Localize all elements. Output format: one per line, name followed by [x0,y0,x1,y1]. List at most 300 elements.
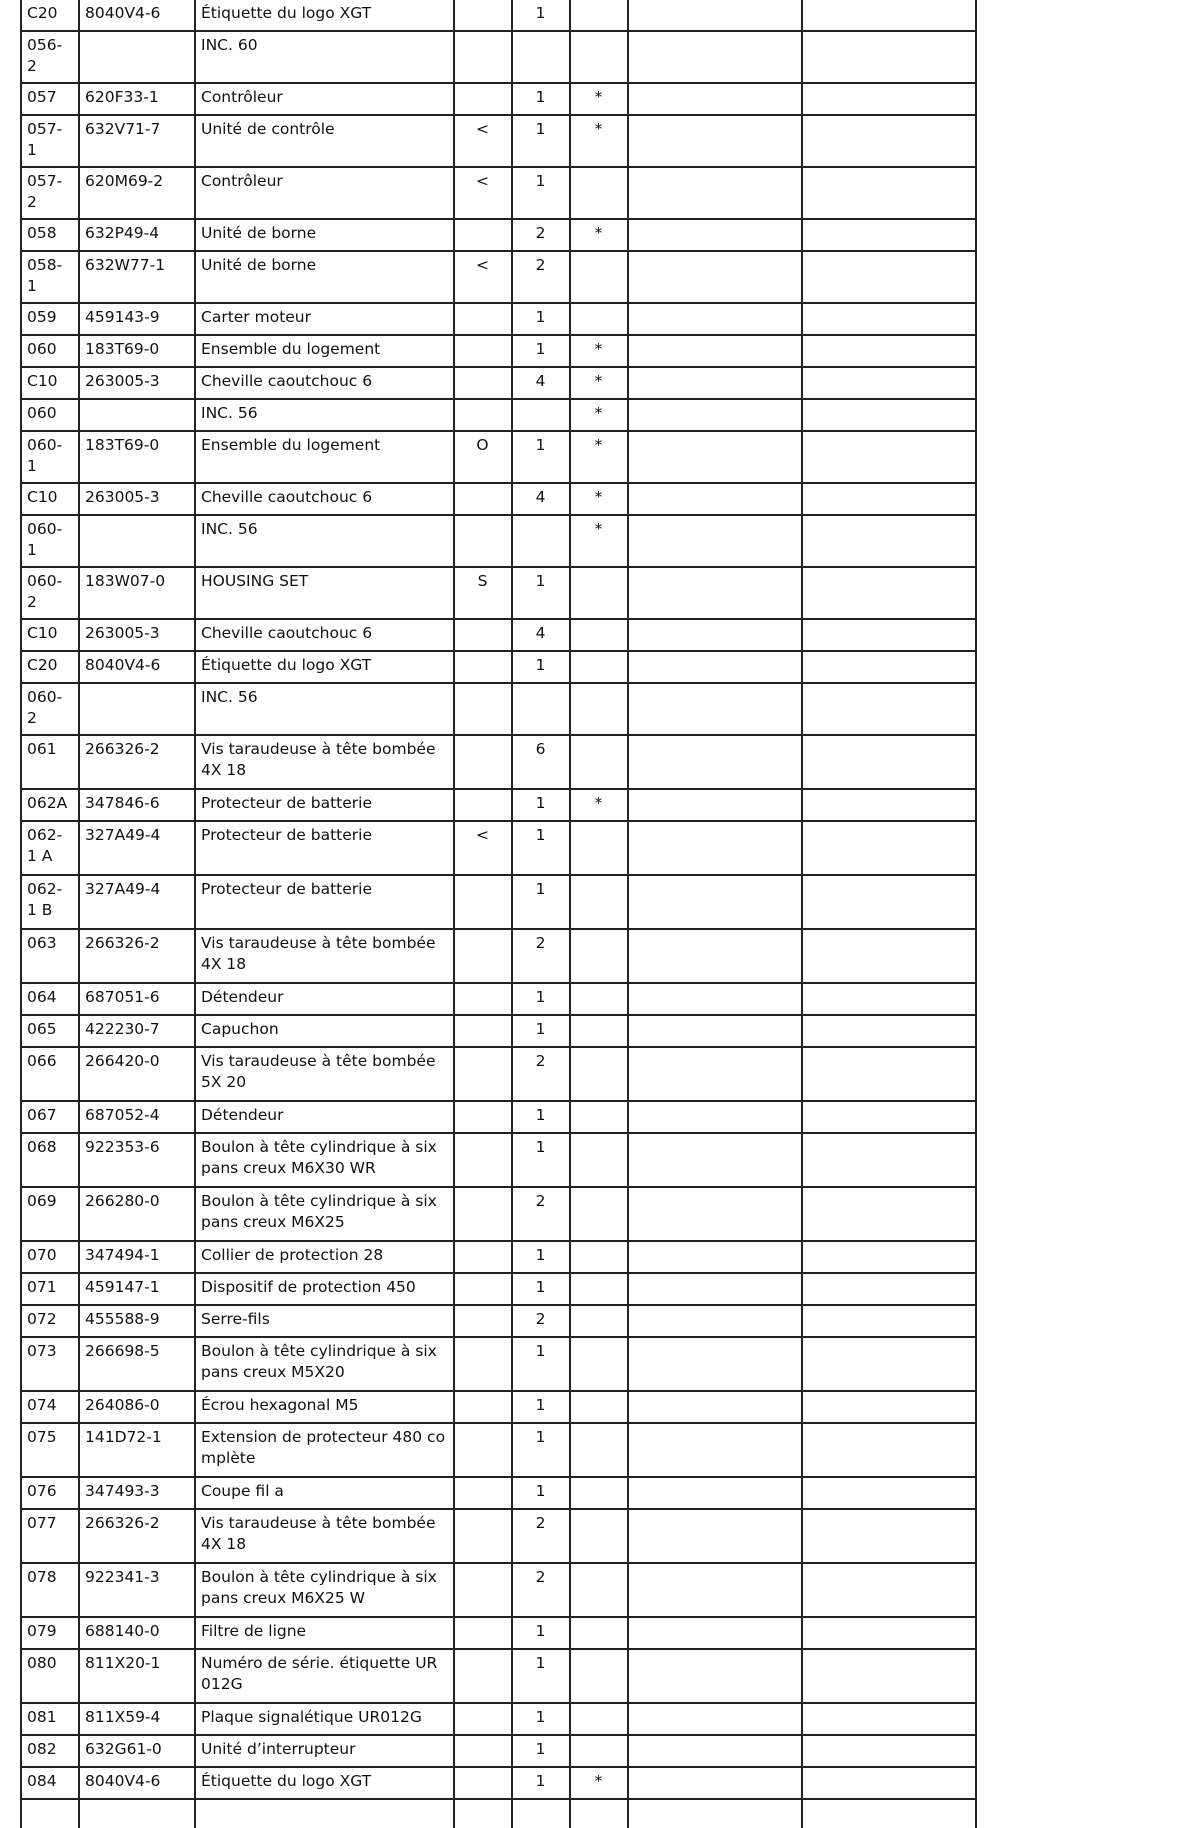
marking-cell: O [454,431,512,483]
part-number-cell: 183T69-0 [79,431,195,483]
quantity-cell: 1 [512,1015,570,1047]
part-number-cell: 141D72-1 [79,1423,195,1477]
table-row [21,1423,976,1477]
part-number-cell: 687052-4 [79,1101,195,1133]
quantity-cell: 1 [512,431,570,483]
description-cell: INC. 56 [195,399,454,431]
marking-cell [454,399,512,431]
description-cell: Dispositif de protection 450 [195,1273,454,1305]
marking-cell [454,929,512,983]
marking-cell [454,303,512,335]
item-number-cell: 060-1 [21,515,79,567]
table-row [21,83,976,115]
marking-cell [454,219,512,251]
empty-cell [628,1305,802,1337]
description-cell: Étiquette du logo XGT [195,651,454,683]
part-number-cell: 266420-0 [79,1047,195,1101]
quantity-cell: 1 [512,1337,570,1391]
quantity-cell: 1 [512,1649,570,1703]
empty-cell [628,1187,802,1241]
empty-cell [628,0,802,31]
part-number-cell: 266326-2 [79,1509,195,1563]
description-cell: Protecteur de batterie [195,821,454,875]
empty-cell [802,483,976,515]
quantity-cell: 2 [512,1047,570,1101]
empty-cell [628,567,802,619]
description-cell: Vis taraudeuse à tête bombée 4X 18 [195,735,454,789]
description-cell: Boulon à tête cylindrique à six pans creux M6X25 W [195,1563,454,1617]
part-number-cell: 8040V4-6 [79,0,195,31]
remark-cell: * [570,515,628,567]
item-number-cell: 062A [21,789,79,821]
item-number-cell: 057-2 [21,167,79,219]
empty-cell [628,335,802,367]
description-cell: Filtre de ligne [195,1617,454,1649]
remark-cell [570,1617,628,1649]
empty-cell [802,1509,976,1563]
empty-cell [628,683,802,735]
description-cell: Cheville caoutchouc 6 [195,367,454,399]
item-number-cell: 079 [21,1617,79,1649]
table-row [21,303,976,335]
empty-cell [628,789,802,821]
part-number-cell: 687051-6 [79,983,195,1015]
empty-cell [628,1133,802,1187]
empty-cell [512,1799,570,1828]
empty-cell [628,1391,802,1423]
description-cell: Étiquette du logo XGT [195,1767,454,1799]
description-cell: Vis taraudeuse à tête bombée 5X 20 [195,1047,454,1101]
item-number-cell: 068 [21,1133,79,1187]
remark-cell [570,1241,628,1273]
table-row [21,1273,976,1305]
item-number-cell: C10 [21,619,79,651]
parts-list-page [20,0,975,1828]
marking-cell [454,983,512,1015]
empty-cell [628,1563,802,1617]
quantity-cell: 4 [512,367,570,399]
empty-cell [802,789,976,821]
table-row [21,1617,976,1649]
part-number-cell: 264086-0 [79,1391,195,1423]
quantity-cell: 4 [512,619,570,651]
item-number-cell: 060-2 [21,567,79,619]
remark-cell: * [570,789,628,821]
quantity-cell [512,31,570,83]
part-number-cell: 688140-0 [79,1617,195,1649]
description-cell: Étiquette du logo XGT [195,0,454,31]
marking-cell [454,789,512,821]
marking-cell: S [454,567,512,619]
empty-cell [628,875,802,929]
item-number-cell: 078 [21,1563,79,1617]
part-number-cell [79,31,195,83]
remark-cell: * [570,335,628,367]
remark-cell: * [570,115,628,167]
description-cell: Numéro de série. étiquette UR012G [195,1649,454,1703]
item-number-cell: C10 [21,483,79,515]
description-cell: Boulon à tête cylindrique à six pans creux M6X25 [195,1187,454,1241]
quantity-cell: 1 [512,983,570,1015]
table-row [21,431,976,483]
table-row [21,0,976,31]
quantity-cell: 1 [512,821,570,875]
item-number-cell: 060-2 [21,683,79,735]
marking-cell [454,683,512,735]
remark-cell [570,821,628,875]
empty-cell [802,83,976,115]
table-row [21,1241,976,1273]
table-row [21,1391,976,1423]
quantity-cell: 2 [512,1187,570,1241]
empty-cell [628,303,802,335]
marking-cell [454,1649,512,1703]
empty-cell [802,1735,976,1767]
empty-cell [802,1423,976,1477]
empty-cell [802,619,976,651]
quantity-cell: 2 [512,251,570,303]
table-row [21,399,976,431]
table-row [21,1015,976,1047]
description-cell: Unité de borne [195,251,454,303]
marking-cell [454,1241,512,1273]
quantity-cell: 1 [512,1391,570,1423]
item-number-cell: 061 [21,735,79,789]
marking-cell [454,1273,512,1305]
part-number-cell: 922341-3 [79,1563,195,1617]
part-number-cell: 266698-5 [79,1337,195,1391]
item-number-cell: 058-1 [21,251,79,303]
table-row [21,651,976,683]
table-row [21,619,976,651]
part-number-cell: 620F33-1 [79,83,195,115]
table-row [21,929,976,983]
remark-cell [570,1423,628,1477]
remark-cell [570,1305,628,1337]
item-number-cell: 060 [21,335,79,367]
item-number-cell: 081 [21,1703,79,1735]
remark-cell [570,875,628,929]
remark-cell [570,1101,628,1133]
part-number-cell: 811X20-1 [79,1649,195,1703]
empty-cell [628,983,802,1015]
marking-cell [454,367,512,399]
quantity-cell: 1 [512,303,570,335]
empty-cell [802,251,976,303]
item-number-cell: C20 [21,651,79,683]
part-number-cell: 811X59-4 [79,1703,195,1735]
table-row [21,1047,976,1101]
description-cell: Écrou hexagonal M5 [195,1391,454,1423]
description-cell: INC. 56 [195,683,454,735]
table-row [21,821,976,875]
description-cell: Cheville caoutchouc 6 [195,619,454,651]
parts-table-body [21,0,976,1828]
quantity-cell: 2 [512,929,570,983]
empty-cell [628,515,802,567]
description-cell: Boulon à tête cylindrique à six pans creux M5X20 [195,1337,454,1391]
item-number-cell: C10 [21,367,79,399]
quantity-cell [512,683,570,735]
empty-cell [802,1241,976,1273]
empty-cell [628,251,802,303]
empty-cell [802,1563,976,1617]
empty-cell [628,619,802,651]
item-number-cell: 057 [21,83,79,115]
description-cell: Unité d’interrupteur [195,1735,454,1767]
empty-cell [802,303,976,335]
table-row [21,515,976,567]
table-row [21,251,976,303]
quantity-cell: 1 [512,1477,570,1509]
item-number-cell: 084 [21,1767,79,1799]
marking-cell: < [454,167,512,219]
item-number-cell: 074 [21,1391,79,1423]
table-row-continuation [21,1799,976,1828]
empty-cell [802,431,976,483]
quantity-cell: 1 [512,1241,570,1273]
table-row [21,1703,976,1735]
marking-cell: < [454,821,512,875]
quantity-cell: 1 [512,1617,570,1649]
marking-cell [454,1337,512,1391]
part-number-cell: 347493-3 [79,1477,195,1509]
remark-cell [570,1735,628,1767]
quantity-cell: 1 [512,83,570,115]
remark-cell [570,683,628,735]
marking-cell [454,1015,512,1047]
empty-cell [802,115,976,167]
empty-cell [802,1015,976,1047]
part-number-cell: 266326-2 [79,929,195,983]
item-number-cell: 058 [21,219,79,251]
item-number-cell: 071 [21,1273,79,1305]
quantity-cell: 2 [512,219,570,251]
part-number-cell: 922353-6 [79,1133,195,1187]
empty-cell [802,683,976,735]
marking-cell [454,1735,512,1767]
empty-cell [802,1477,976,1509]
description-cell: Détendeur [195,983,454,1015]
quantity-cell: 1 [512,335,570,367]
quantity-cell: 6 [512,735,570,789]
remark-cell: * [570,431,628,483]
remark-cell [570,31,628,83]
item-number-cell: 073 [21,1337,79,1391]
empty-cell [628,735,802,789]
empty-cell [628,929,802,983]
empty-cell [628,399,802,431]
item-number-cell: 067 [21,1101,79,1133]
item-number-cell: 080 [21,1649,79,1703]
remark-cell [570,1563,628,1617]
table-row [21,167,976,219]
part-number-cell: 266280-0 [79,1187,195,1241]
empty-cell [628,431,802,483]
description-cell: Capuchon [195,1015,454,1047]
quantity-cell: 1 [512,1273,570,1305]
remark-cell: * [570,483,628,515]
part-number-cell: 347494-1 [79,1241,195,1273]
quantity-cell: 1 [512,167,570,219]
empty-cell [628,115,802,167]
empty-cell [628,367,802,399]
description-cell: Cheville caoutchouc 6 [195,483,454,515]
quantity-cell: 4 [512,483,570,515]
marking-cell [454,735,512,789]
empty-cell [802,399,976,431]
table-row [21,567,976,619]
description-cell: Protecteur de batterie [195,875,454,929]
empty-cell [802,219,976,251]
description-cell: Protecteur de batterie [195,789,454,821]
empty-cell [802,1767,976,1799]
marking-cell [454,1703,512,1735]
description-cell: Plaque signalétique UR012G [195,1703,454,1735]
empty-cell [195,1799,454,1828]
description-cell: Coupe fil a [195,1477,454,1509]
quantity-cell: 1 [512,789,570,821]
item-number-cell: 072 [21,1305,79,1337]
empty-cell [802,1703,976,1735]
table-row [21,1133,976,1187]
empty-cell [802,929,976,983]
empty-cell [628,1703,802,1735]
part-number-cell: 8040V4-6 [79,1767,195,1799]
remark-cell [570,1133,628,1187]
description-cell: Contrôleur [195,167,454,219]
remark-cell [570,1015,628,1047]
empty-cell [802,1649,976,1703]
marking-cell [454,1133,512,1187]
marking-cell [454,1101,512,1133]
empty-cell [628,1509,802,1563]
remark-cell [570,1273,628,1305]
empty-cell [802,821,976,875]
empty-cell [628,483,802,515]
empty-cell [802,1187,976,1241]
description-cell: INC. 56 [195,515,454,567]
marking-cell [454,1509,512,1563]
empty-cell [628,1273,802,1305]
marking-cell [454,1767,512,1799]
table-row [21,1305,976,1337]
description-cell: Serre-fils [195,1305,454,1337]
item-number-cell: C20 [21,0,79,31]
description-cell: Contrôleur [195,83,454,115]
part-number-cell: 183W07-0 [79,567,195,619]
marking-cell [454,31,512,83]
marking-cell [454,335,512,367]
quantity-cell: 1 [512,1767,570,1799]
item-number-cell: 075 [21,1423,79,1477]
table-row [21,367,976,399]
marking-cell [454,0,512,31]
empty-cell [802,1101,976,1133]
quantity-cell: 1 [512,1423,570,1477]
marking-cell [454,1477,512,1509]
quantity-cell: 1 [512,1133,570,1187]
empty-cell [802,875,976,929]
empty-cell [802,515,976,567]
empty-cell [802,651,976,683]
remark-cell [570,983,628,1015]
item-number-cell: 070 [21,1241,79,1273]
empty-cell [628,31,802,83]
part-number-cell: 263005-3 [79,619,195,651]
empty-cell [802,367,976,399]
quantity-cell: 1 [512,651,570,683]
remark-cell [570,251,628,303]
empty-cell [628,83,802,115]
empty-cell [628,1649,802,1703]
empty-cell [802,567,976,619]
empty-cell [628,1241,802,1273]
part-number-cell: 422230-7 [79,1015,195,1047]
table-row [21,31,976,83]
marking-cell [454,651,512,683]
table-row [21,1477,976,1509]
marking-cell [454,1563,512,1617]
remark-cell [570,1649,628,1703]
part-number-cell: 620M69-2 [79,167,195,219]
remark-cell [570,167,628,219]
part-number-cell: 632W77-1 [79,251,195,303]
empty-cell [628,1047,802,1101]
empty-cell [628,1015,802,1047]
quantity-cell: 1 [512,567,570,619]
remark-cell: * [570,367,628,399]
marking-cell [454,1187,512,1241]
description-cell: Vis taraudeuse à tête bombée 4X 18 [195,1509,454,1563]
part-number-cell [79,515,195,567]
remark-cell [570,1477,628,1509]
empty-cell [628,167,802,219]
part-number-cell [79,399,195,431]
table-row [21,1767,976,1799]
empty-cell [628,219,802,251]
empty-cell [628,1617,802,1649]
item-number-cell: 082 [21,1735,79,1767]
description-cell: HOUSING SET [195,567,454,619]
item-number-cell: 057-1 [21,115,79,167]
remark-cell [570,929,628,983]
part-number-cell: 632G61-0 [79,1735,195,1767]
remark-cell [570,567,628,619]
remark-cell: * [570,83,628,115]
quantity-cell: 2 [512,1563,570,1617]
part-number-cell: 266326-2 [79,735,195,789]
quantity-cell: 2 [512,1305,570,1337]
empty-cell [802,1273,976,1305]
remark-cell: * [570,399,628,431]
quantity-cell: 1 [512,875,570,929]
item-number-cell: 064 [21,983,79,1015]
remark-cell [570,1391,628,1423]
empty-cell [802,1305,976,1337]
table-row [21,1509,976,1563]
empty-cell [628,1799,802,1828]
empty-cell [802,335,976,367]
empty-cell [570,1799,628,1828]
table-row [21,789,976,821]
empty-cell [802,735,976,789]
empty-cell [802,0,976,31]
table-row [21,1101,976,1133]
description-cell: Collier de protection 28 [195,1241,454,1273]
empty-cell [628,1477,802,1509]
marking-cell [454,619,512,651]
